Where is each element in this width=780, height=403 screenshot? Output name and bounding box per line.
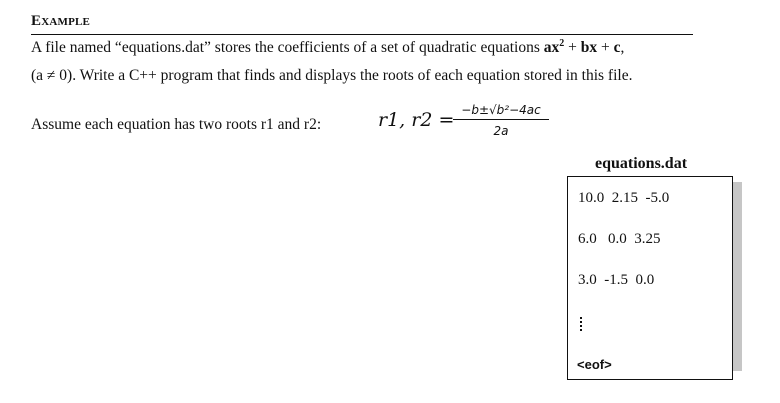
term-a: ax bbox=[543, 39, 560, 57]
formula-denominator: 2a bbox=[493, 124, 509, 138]
exponent-2: 2 bbox=[559, 38, 565, 49]
paragraph-line-3: Assume each equation has two roots r1 and r2: bbox=[31, 116, 322, 133]
file-line: 3.0 -1.5 0.0 bbox=[578, 272, 655, 288]
section-heading: Example bbox=[31, 13, 91, 29]
plus-sign: + bbox=[597, 39, 614, 57]
file-title: equations.dat bbox=[595, 155, 688, 172]
formula-lhs bbox=[378, 109, 454, 131]
vertical-ellipsis-icon bbox=[580, 317, 583, 333]
formula-numerator: −b±√b²−4ac bbox=[453, 103, 549, 120]
comma: , bbox=[620, 39, 625, 57]
term-c: c bbox=[613, 39, 621, 57]
plus-sign: + bbox=[564, 39, 581, 57]
eof-marker: <eof> bbox=[577, 357, 612, 372]
paragraph-line-1-text: A file named “equations.dat” stores the coefficients of a set of quadratic equations bbox=[31, 39, 544, 57]
formula-equals: = bbox=[432, 109, 455, 131]
paragraph-line-2: (a ≠ 0). Write a C++ program that finds and displays the roots of each equation stored in this file. bbox=[31, 67, 633, 84]
formula-fraction bbox=[453, 103, 549, 138]
paragraph-line-1 bbox=[31, 38, 624, 57]
file-contents-box bbox=[567, 176, 733, 380]
heading-rule bbox=[31, 34, 693, 35]
file-line: 10.0 2.15 -5.0 bbox=[578, 190, 670, 206]
file-line: 6.0 0.0 3.25 bbox=[578, 231, 661, 247]
formula-roots: r1, r2 bbox=[378, 109, 433, 131]
term-bx: bx bbox=[580, 39, 598, 57]
